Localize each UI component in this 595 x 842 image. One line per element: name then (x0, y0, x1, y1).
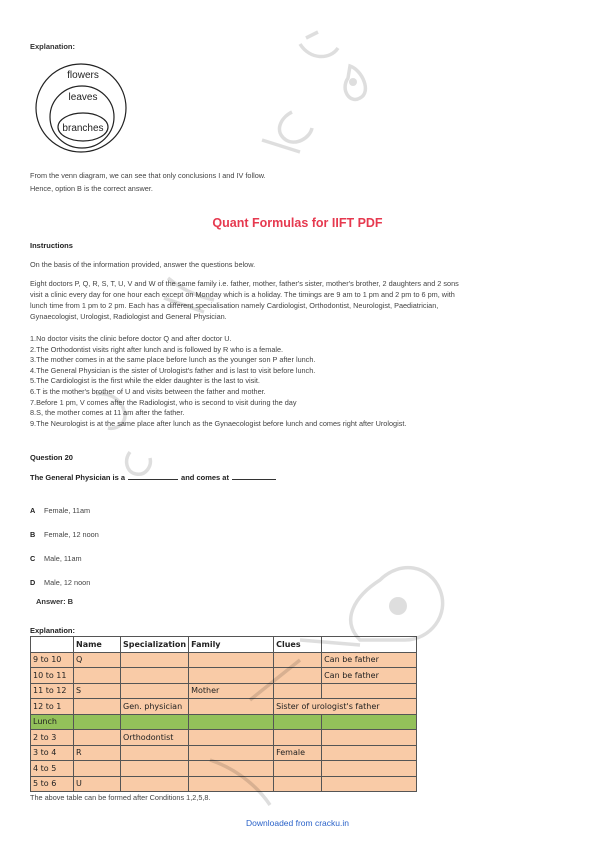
answer-label: Answer: B (36, 597, 74, 606)
header-cell (322, 637, 417, 653)
footer-download-link[interactable]: Downloaded from cracku.in (246, 818, 349, 828)
table-row-lunch (31, 714, 417, 730)
quant-formulas-link[interactable]: Quant Formulas for IIFT PDF (212, 216, 383, 230)
table-cell: Female (274, 745, 322, 761)
header-cell-specialization: Specialization (121, 637, 189, 653)
venn-diagram (34, 62, 130, 156)
table-cell: Lunch (31, 714, 74, 730)
table-row (31, 776, 417, 792)
table-row (31, 745, 417, 761)
table-note: The above table can be formed after Conditions 1,2,5,8. (30, 793, 211, 802)
table-cell (74, 668, 121, 684)
table-cell (322, 761, 417, 777)
table-cell (74, 714, 121, 730)
table-cell: 5 to 6 (31, 776, 74, 792)
table-cell: 3 to 4 (31, 745, 74, 761)
condition-item: 8.S, the mother comes at 11 am after the father. (30, 408, 185, 418)
table-cell: 11 to 12 (31, 683, 74, 699)
option-letter: B (30, 530, 36, 539)
option-letter: D (30, 578, 36, 587)
table-cell: Can be father (322, 652, 417, 668)
table-row (31, 668, 417, 684)
option-text: Male, 12 noon (44, 578, 91, 587)
question-text (30, 473, 276, 482)
table-row (31, 683, 417, 699)
option-b[interactable] (30, 530, 99, 539)
condition-item: 9.The Neurologist is at the same place after lunch as the Gynaecologist before lunch and comes right after Urologist. (30, 418, 407, 428)
table-cell (274, 668, 322, 684)
table-cell (322, 745, 417, 761)
table-cell: Orthodontist (121, 730, 189, 746)
instructions-para-line1: Eight doctors P, Q, R, S, T, U, V and W of the same family i.e. father, mother, father's sister, mother's brother, 2 daughters and 2 sons (30, 279, 459, 288)
table-cell: Mother (189, 683, 274, 699)
question-text-part1: The General Physician is a (30, 473, 126, 482)
table-cell (121, 761, 189, 777)
option-a[interactable] (30, 506, 90, 515)
condition-item: 7.Before 1 pm, V comes after the Radiologist, who is second to visit during the day (30, 397, 297, 407)
condition-item: 2.The Orthodontist visits right after lunch and is followed by R who is a female. (30, 344, 284, 354)
table-cell (74, 730, 121, 746)
table-cell (274, 714, 322, 730)
table-cell: 9 to 10 (31, 652, 74, 668)
table-cell (121, 776, 189, 792)
schedule-table (30, 636, 417, 792)
header-cell-clues: Clues (274, 637, 322, 653)
table-cell (74, 761, 121, 777)
option-text: Female, 12 noon (44, 530, 99, 539)
conditions-list (30, 334, 406, 429)
option-letter: C (30, 554, 36, 563)
explanation-conclusion-line2: Hence, option B is the correct answer. (30, 184, 153, 193)
condition-item: 6.T is the mother's brother of U and visits between the father and mother. (30, 386, 266, 396)
table-cell (121, 714, 189, 730)
table-cell (189, 699, 274, 715)
table-cell: S (74, 683, 121, 699)
venn-label-flowers: flowers (67, 70, 99, 81)
question-text-part2: and comes at (181, 473, 229, 482)
blank-field-2 (232, 479, 276, 480)
table-cell (189, 776, 274, 792)
header-cell-name: Name (74, 637, 121, 653)
instructions-para-line2: visit a clinic every day for one hour each except on Monday which is a holiday. The timings are 9 am to 1 pm and 2 pm to 6 pm, with (30, 290, 455, 299)
table-cell (189, 714, 274, 730)
table-cell: 10 to 11 (31, 668, 74, 684)
table-cell: Q (74, 652, 121, 668)
instructions-intro: On the basis of the information provided, answer the questions below. (30, 260, 256, 269)
venn-label-branches: branches (62, 123, 104, 134)
table-row (31, 761, 417, 777)
table-cell (121, 745, 189, 761)
table-cell (189, 745, 274, 761)
table-cell (274, 776, 322, 792)
table-cell (322, 776, 417, 792)
condition-item: 1.No doctor visits the clinic before doctor Q and after doctor U. (30, 334, 232, 343)
table-cell (274, 652, 322, 668)
instructions-heading: Instructions (30, 241, 73, 250)
table-cell: Sister of urologist's father (274, 699, 417, 715)
table-row (31, 699, 417, 715)
explanation-conclusion-line1: From the venn diagram, we can see that only conclusions I and IV follow. (30, 171, 266, 180)
table-cell: U (74, 776, 121, 792)
option-letter: A (30, 506, 36, 515)
instructions-para-line3: lunch time from 1 pm to 2 pm. Each has a different specialisation namely Cardiologist, Orthodontist, Neurologist, Paediatrician, (30, 301, 439, 310)
table-cell (121, 652, 189, 668)
table-header-row (31, 637, 417, 653)
instructions-para-line4: Gynaecologist, Urologist, Radiologist and General Physician. (30, 312, 227, 321)
table-row (31, 730, 417, 746)
table-cell: Gen. physician (121, 699, 189, 715)
table-cell (121, 668, 189, 684)
table-row (31, 652, 417, 668)
option-text: Female, 11am (44, 506, 91, 515)
table-cell (274, 761, 322, 777)
question-label: Question 20 (30, 453, 73, 462)
table-cell: R (74, 745, 121, 761)
table-cell (74, 699, 121, 715)
option-text: Male, 11am (44, 554, 82, 563)
blank-field-1 (128, 479, 178, 480)
table-cell (322, 730, 417, 746)
table-cell: 4 to 5 (31, 761, 74, 777)
table-cell (274, 683, 322, 699)
table-cell (189, 761, 274, 777)
header-cell-family: Family (189, 637, 274, 653)
table-cell: Can be father (322, 668, 417, 684)
table-cell (189, 652, 274, 668)
condition-item: 4.The General Physician is the sister of Urologist's father and is last to visit before lunch. (30, 365, 316, 375)
table-explanation-heading: Explanation: (30, 626, 76, 635)
table-cell (322, 714, 417, 730)
table-cell (189, 730, 274, 746)
table-cell (189, 668, 274, 684)
table-cell (322, 683, 417, 699)
explanation-heading: Explanation: (30, 42, 76, 51)
table-cell (121, 683, 189, 699)
condition-item: 5.The Cardiologist is the first while the elder daughter is the last to visit. (30, 376, 260, 386)
option-d[interactable] (30, 578, 90, 587)
table-cell (274, 730, 322, 746)
option-c[interactable] (30, 554, 82, 563)
table-cell: 12 to 1 (31, 699, 74, 715)
condition-item: 3.The mother comes in at the same place before lunch as the younger son P after lunch. (30, 355, 316, 365)
table-cell: 2 to 3 (31, 730, 74, 746)
header-cell (31, 637, 74, 653)
venn-label-leaves: leaves (68, 92, 98, 103)
